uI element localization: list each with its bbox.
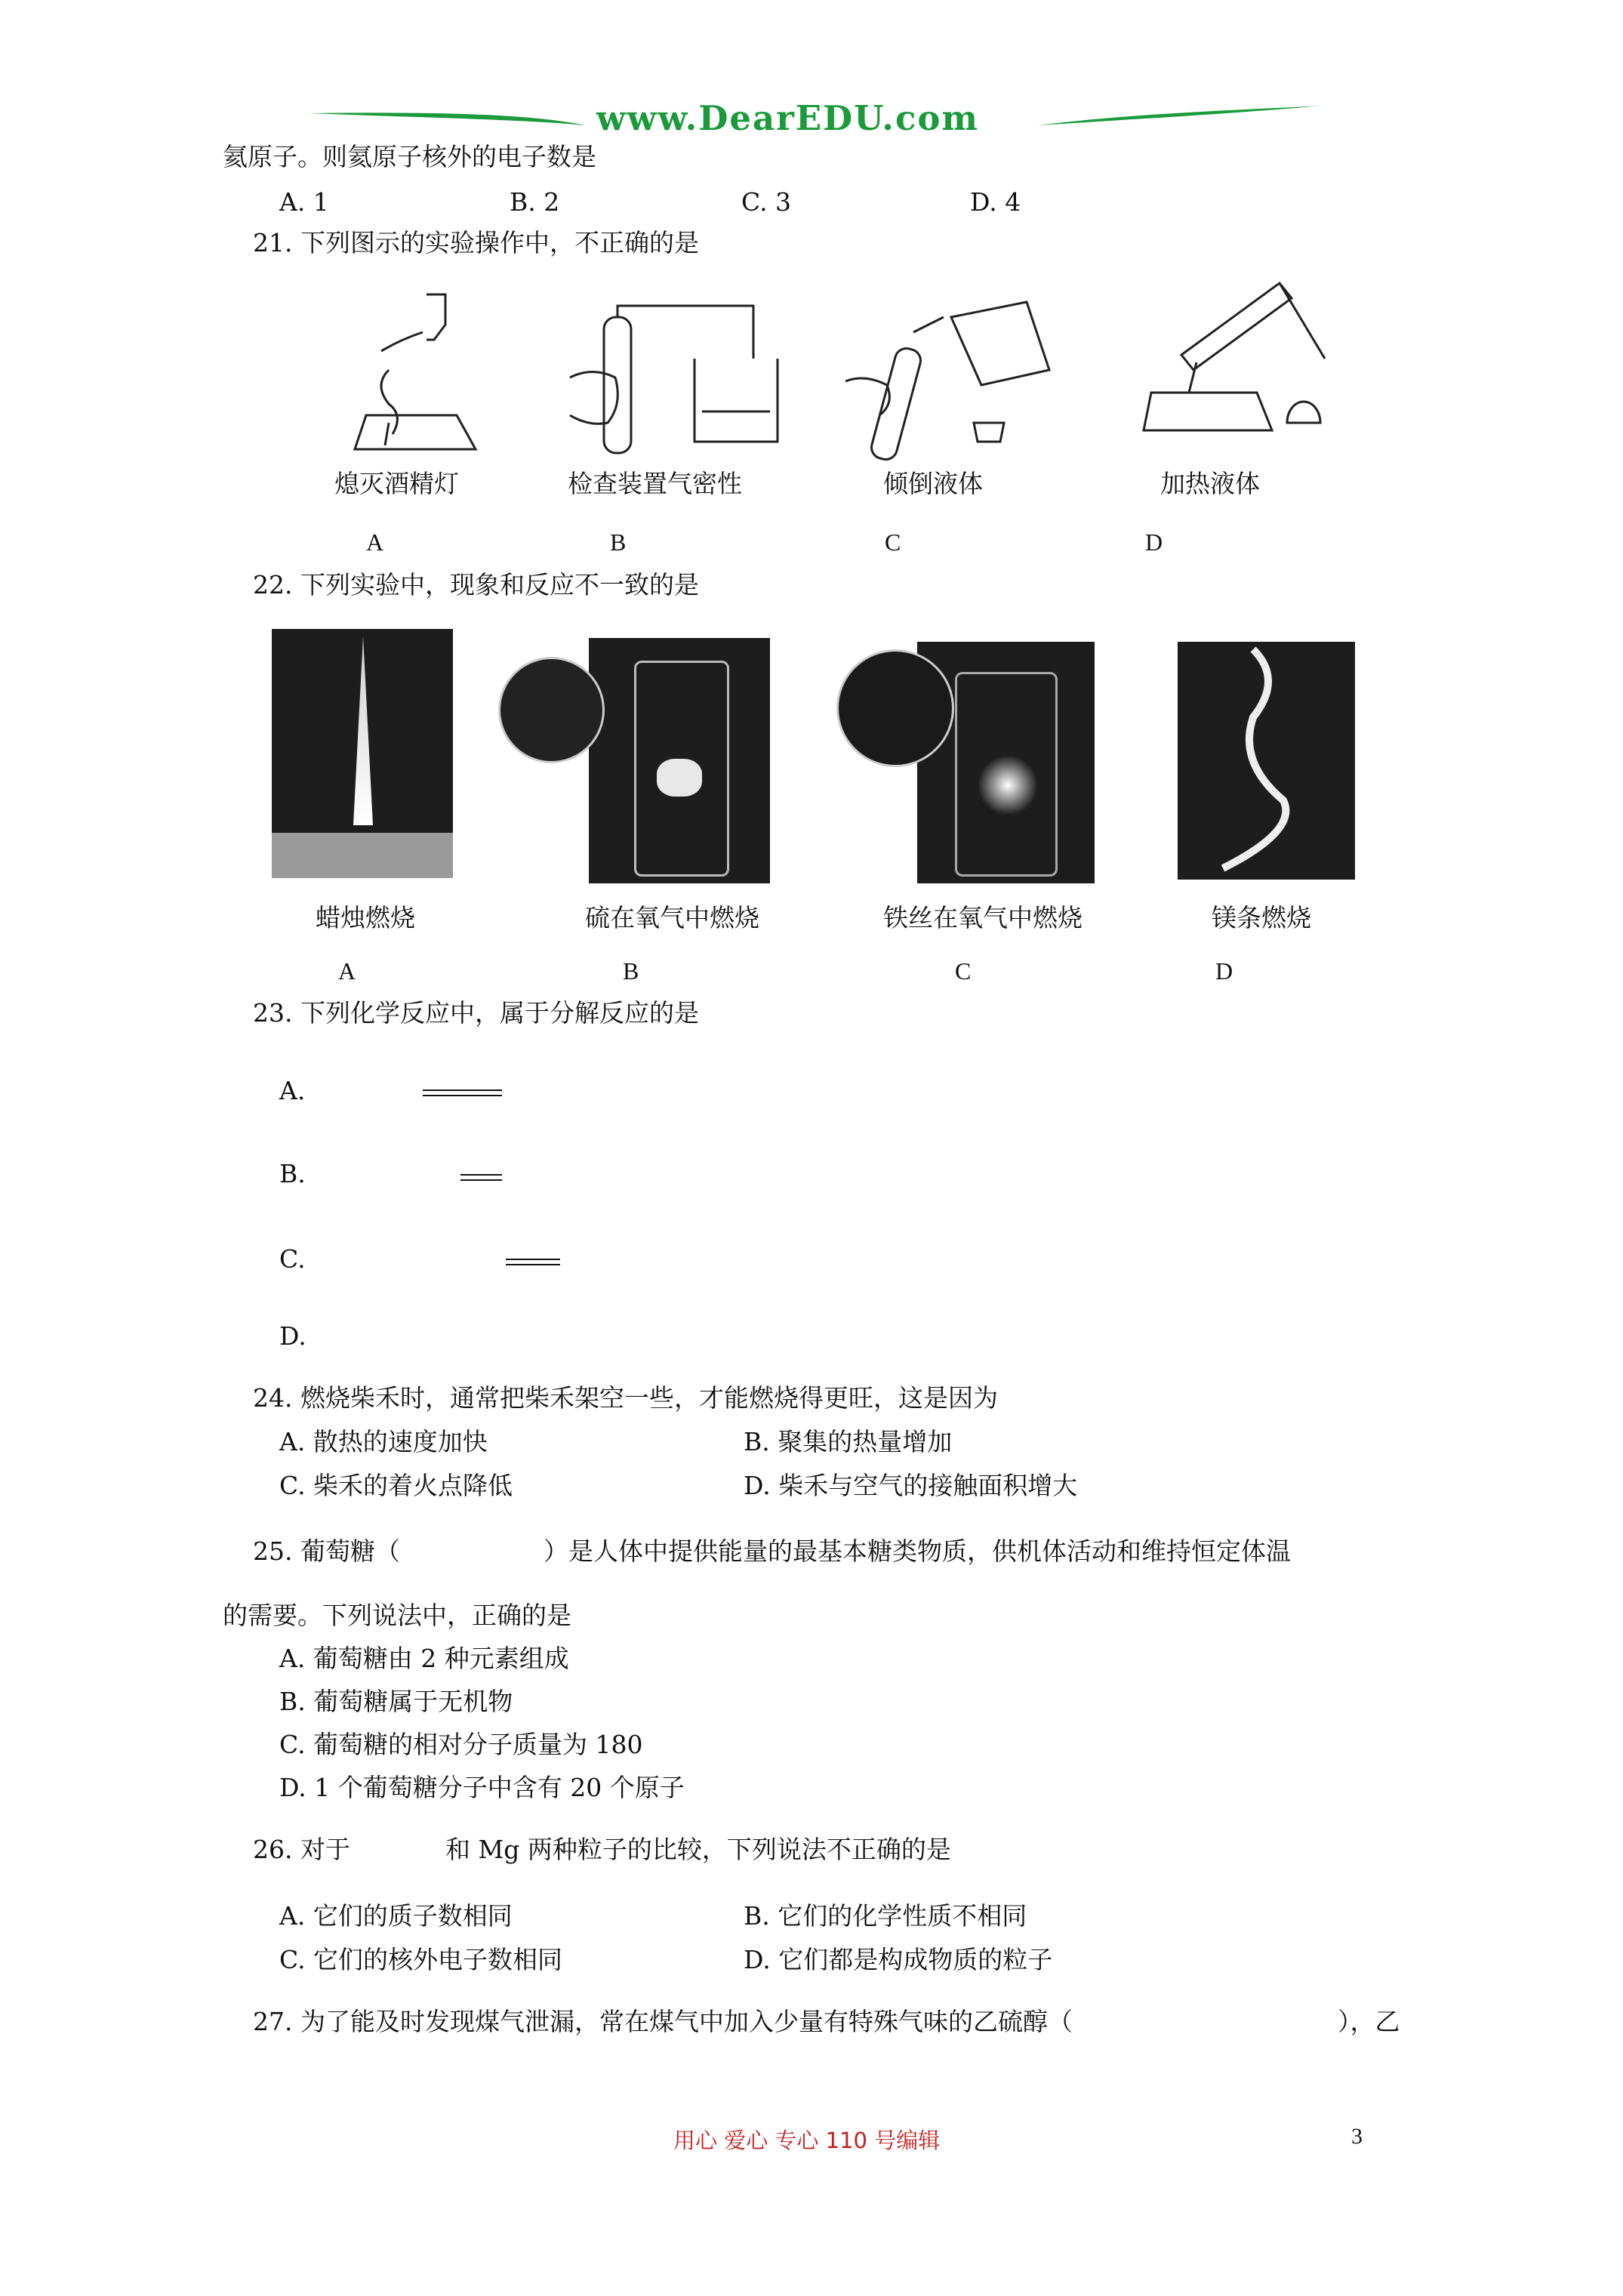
q23-equation-b-sign [460, 1174, 502, 1181]
q22-letter-d: D [1215, 957, 1233, 985]
q26-option-a: A. 它们的质子数相同 [279, 1901, 513, 1931]
q24-option-d: D. 柴禾与空气的接触面积增大 [744, 1471, 1078, 1500]
q26-option-c: C. 它们的核外电子数相同 [279, 1945, 563, 1974]
q21-stem: 21. 下列图示的实验操作中，不正确的是 [253, 228, 699, 257]
q26-option-b: B. 它们的化学性质不相同 [744, 1901, 1027, 1931]
candle-burning-photo [272, 629, 453, 878]
q21-letter-b: B [610, 529, 627, 556]
q22-letter-c: C [955, 957, 972, 985]
q24-stem: 24. 燃烧柴禾时，通常把柴禾架空一些，才能燃烧得更旺，这是因为 [253, 1383, 998, 1413]
q24-option-a: A. 散热的速度加快 [279, 1427, 488, 1456]
pouring-liquid-icon [838, 287, 1064, 468]
airtightness-check-icon [555, 287, 781, 483]
site-logo[interactable]: www.DearEDU.com [596, 98, 980, 138]
page-number: 3 [1351, 2124, 1363, 2149]
q20-option-a: A. 1 [279, 187, 329, 217]
q23-equation-a-sign [423, 1089, 502, 1096]
q25-option-d: D. 1 个葡萄糖分子中含有 20 个原子 [279, 1773, 685, 1802]
q21-letter-a: A [366, 529, 384, 556]
q24-option-b: B. 聚集的热量增加 [744, 1427, 953, 1456]
magnesium-burning-photo [1178, 642, 1355, 880]
q23-stem: 23. 下列化学反应中，属于分解反应的是 [253, 998, 699, 1028]
alcohol-lamp-blowing-icon [343, 287, 494, 483]
q22-caption-c: 铁丝在氧气中燃烧 [883, 903, 1083, 932]
q22-caption-b: 硫在氧气中燃烧 [585, 903, 759, 932]
q22-letter-a: A [338, 957, 356, 985]
q23-option-b: B. [279, 1159, 306, 1188]
heating-liquid-icon [1129, 272, 1355, 453]
q24-option-c: C. 柴禾的着火点降低 [279, 1471, 513, 1500]
q25-option-c: C. 葡萄糖的相对分子质量为 180 [279, 1730, 643, 1759]
iron-inset-circle [836, 649, 954, 767]
q25-option-a: A. 葡萄糖由 2 种元素组成 [279, 1644, 569, 1673]
sulfur-burning-photo [589, 638, 770, 883]
q20-option-c: C. 3 [741, 187, 792, 217]
q23-option-c: C. [279, 1244, 306, 1274]
q25-stem-part-2: ）是人体中提供能量的最基本糖类物质，供机体活动和维持恒定体温 [544, 1536, 1291, 1566]
q20-continuation: 氦原子。则氦原子核外的电子数是 [223, 142, 596, 171]
footer-editor-note: 用心 爱心 专心 110 号编辑 [673, 2128, 941, 2153]
q25-option-b: B. 葡萄糖属于无机物 [279, 1687, 513, 1716]
q26-stem-part-1: 26. 对于 [253, 1835, 350, 1864]
q20-option-d: D. 4 [970, 187, 1021, 217]
q27-stem-part-2: ），乙 [1338, 2007, 1400, 2036]
q27-stem-part-1: 27. 为了能及时发现煤气泄漏，常在煤气中加入少量有特殊气味的乙硫醇（ [253, 2007, 1073, 2036]
q26-option-d: D. 它们都是构成物质的粒子 [744, 1945, 1053, 1974]
q23-equation-c-sign [506, 1259, 560, 1265]
q21-caption-b: 检查装置气密性 [568, 469, 742, 498]
sulfur-inset-circle [498, 657, 605, 763]
q25-stem-part-3: 的需要。下列说法中，正确的是 [223, 1601, 571, 1630]
q21-letter-c: C [885, 529, 901, 556]
q23-option-a: A. [279, 1076, 306, 1105]
q23-option-d: D. [279, 1321, 306, 1351]
q20-option-b: B. 2 [510, 187, 560, 217]
q22-caption-d: 镁条燃烧 [1212, 903, 1311, 932]
q21-caption-a: 熄灭酒精灯 [334, 469, 459, 498]
q22-letter-b: B [623, 957, 639, 985]
q22-caption-a: 蜡烛燃烧 [316, 903, 415, 932]
q26-stem-part-2: 和 Mg 两种粒子的比较，下列说法不正确的是 [445, 1835, 951, 1864]
q21-caption-c: 倾倒液体 [883, 469, 983, 498]
q22-stem: 22. 下列实验中，现象和反应不一致的是 [253, 570, 699, 599]
q21-letter-d: D [1145, 529, 1163, 556]
q25-stem-part-1: 25. 葡萄糖（ [253, 1536, 400, 1566]
q21-caption-d: 加热液体 [1160, 469, 1260, 498]
